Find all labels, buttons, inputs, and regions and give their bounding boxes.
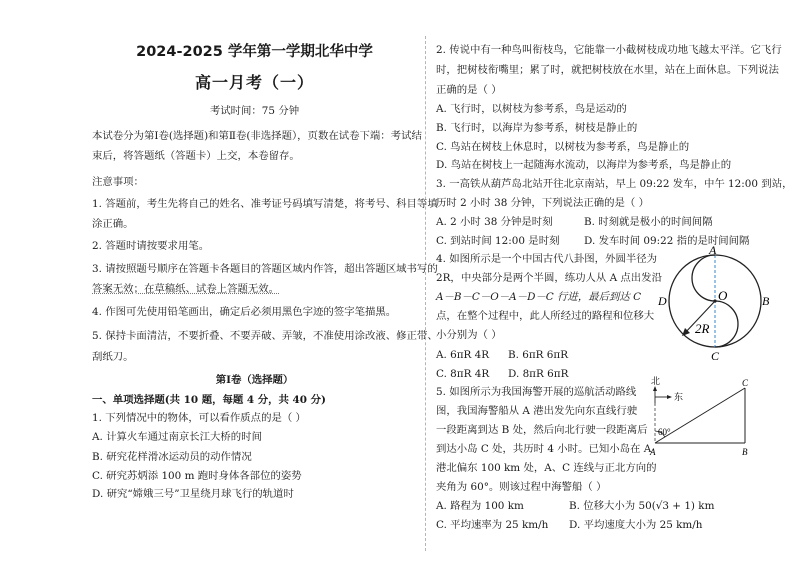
north-arrowhead xyxy=(653,386,657,391)
label-c: C xyxy=(711,349,720,362)
note-5-line-1: 5. 保持卡面清洁，不要折叠、不要弄破、弄皱，不准使用涂改液、修正带、 xyxy=(92,330,438,342)
q2-option-c: C. 鸟站在树枝上休息时，以树枝为参考系，鸟是静止的 xyxy=(436,141,690,153)
q5-option-b: B. 位移大小为 50(√3 + 1) km xyxy=(569,500,715,512)
q1-option-d: D. 研究“嫦娥三号”卫星绕月球飞行的轨道时 xyxy=(92,488,294,500)
q4-option-a: A. 6πR 4R xyxy=(436,349,490,361)
q5-option-a: A. 路程为 100 km xyxy=(436,500,524,512)
upper-semicircle xyxy=(692,255,715,301)
note-2: 2. 答题时请按要求用笔。 xyxy=(92,240,210,252)
east-label: 东 xyxy=(674,392,684,402)
note-5-line-2: 刮纸刀。 xyxy=(92,351,134,363)
q1-stem: 1. 下列情况中的物体，可以看作质点的是（ ） xyxy=(92,412,306,424)
note-3-line-1: 3. 请按照题号顺序在答题卡各题目的答题区域内作答，超出答题区域书写的 xyxy=(92,263,438,275)
q1-option-c: C. 研究苏炳添 100 m 跑时身体各部位的姿势 xyxy=(92,470,302,482)
q3-line-2: 历时 2 小时 38 分钟，下列说法正确的是（ ） xyxy=(436,197,649,209)
label-b: B xyxy=(762,294,770,308)
q5-line-1: 5. 如图所示为我国海警开展的巡航活动路线 xyxy=(436,386,637,398)
q4-line-4: 点，在整个过程中，此人所经过的路程和位移大 xyxy=(436,310,655,322)
q3-line-1: 3. 一高铁从葫芦岛北站开往北京南站，早上 09:22 发车，中午 12:00 到站， xyxy=(436,178,793,190)
point-a-label: A xyxy=(650,447,656,457)
q3-option-d: D. 发车时间 09:22 指的是时间间隔 xyxy=(584,235,750,247)
exam-time: 考试时间：75 分钟 xyxy=(209,105,300,117)
q5-option-d: D. 平均速度大小为 25 km/h xyxy=(569,519,703,531)
q5-route-figure xyxy=(645,373,775,461)
q2-option-d: D. 鸟站在树枝上一起随海水流动，以海岸为参考系，鸟是静止的 xyxy=(436,159,732,171)
q4-option-b: B. 6πR 6πR xyxy=(508,349,569,361)
q5-line-3: 一段距离到达 B 处，然后向北行驶一段距离后 xyxy=(436,424,648,436)
q1-option-a: A. 计算火车通过南京长江大桥的时间 xyxy=(92,431,262,443)
label-radius: 2R xyxy=(695,321,710,336)
exam-title: 高一月考（一） xyxy=(194,73,314,92)
notes-heading: 注意事项： xyxy=(92,176,144,188)
q5-line-4: 到达小岛 C 处，共历时 4 小时。已知小岛在 A xyxy=(436,443,652,455)
note-1-line-2: 涂正确。 xyxy=(92,218,134,230)
intro-line-1: 本试卷分为第Ⅰ卷(选择题)和第Ⅱ卷(非选择题），页数在试卷下端：考试结 xyxy=(92,130,422,142)
q5-option-c: C. 平均速率为 25 km/h xyxy=(436,519,549,531)
q4-line-2: 2R，中央部分是两个半圆，练功人从 A 点出发沿 xyxy=(436,272,662,284)
q4-option-d: D. 8πR 6πR xyxy=(508,368,569,380)
q5-line-6: 夹角为 60°。则该过程中海警船（ ） xyxy=(436,481,607,493)
q3-option-c: C. 到站时间 12:00 是时刻 xyxy=(436,235,560,247)
q2-line-2: 时，把树枝衔嘴里；累了时，就把树枝放在水里，站在上面休息。下列说法 xyxy=(436,64,779,76)
note-4: 4. 作图可先使用铅笔画出，确定后必须用黑色字迹的签字笔描黑。 xyxy=(92,306,397,318)
q2-line-1: 2. 传说中有一种鸟叫衔枝鸟，它能靠一小截树枝成功地飞越太平洋。它飞行 xyxy=(436,44,782,56)
q2-option-a: A. 飞行时，以树枝为参考系，鸟是运动的 xyxy=(436,103,627,115)
note-1-line-1: 1. 答题前，考生先将自己的姓名、准考证号码填写清楚，将考号、科目等填 xyxy=(92,198,438,210)
q4-bagua-figure xyxy=(652,246,776,362)
section-1-heading: 第Ⅰ卷（选择题） xyxy=(215,374,294,386)
q5-line-2: 图，我国海警船从 A 港出发先向东直线行驶 xyxy=(436,405,638,417)
point-c-label: C xyxy=(742,378,749,388)
note-3-line-2: 答案无效；在草稿纸、试卷上答题无效。 xyxy=(92,283,280,295)
north-label: 北 xyxy=(651,376,661,386)
q5-line-5: 港北偏东 100 km 处，A、C 连线与正北方向的 xyxy=(436,462,657,474)
q4-option-c: C. 8πR 4R xyxy=(436,368,490,380)
label-d: D xyxy=(658,294,667,308)
point-b-label: B xyxy=(742,447,748,457)
q3-option-a: A. 2 小时 38 分钟是时刻 xyxy=(436,216,553,228)
school-title: 2024-2025 学年第一学期北华中学 xyxy=(136,44,373,60)
label-a: A xyxy=(709,246,717,257)
q4-line-1: 4. 如图所示是一个中国古代八卦图，外圆半径为 xyxy=(436,253,658,265)
section-1-subheading: 一、单项选择题(共 10 题，每题 4 分，共 40 分) xyxy=(92,394,326,406)
intro-line-2: 束后，将答题纸（答题卡）上交，本卷留存。 xyxy=(92,150,300,162)
q2-option-b: B. 飞行时，以海岸为参考系，树枝是静止的 xyxy=(436,122,638,134)
label-o: O xyxy=(718,288,728,303)
angle-label: 60° xyxy=(658,427,671,437)
east-arrowhead xyxy=(667,395,672,399)
q1-option-b: B. 研究花样滑冰运动员的动作情况 xyxy=(92,451,252,463)
q4-line-3: A－B－C－O－A－D－C 行进，最后到达 C xyxy=(436,291,642,303)
q3-option-b: B. 时刻就是极小的时间间隔 xyxy=(584,216,713,228)
lower-semicircle xyxy=(715,301,738,347)
q2-line-3: 正确的是（ ） xyxy=(436,84,502,96)
q4-line-5: 小分别为（ ） xyxy=(436,329,502,341)
column-divider xyxy=(425,36,426,551)
